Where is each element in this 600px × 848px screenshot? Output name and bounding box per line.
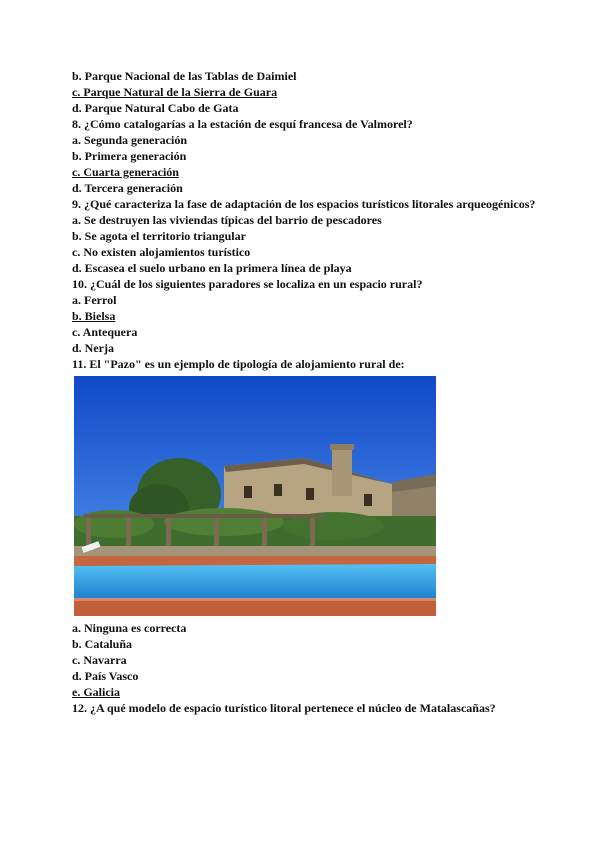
text-line: a. Ninguna es correcta: [72, 621, 187, 635]
text-line: 8. ¿Cómo catalogarías a la estación de esquí francesa de Valmorel?: [72, 117, 413, 131]
text-line: c. Navarra: [72, 653, 127, 667]
pool: [74, 564, 436, 600]
text-line: 11. El "Pazo" es un ejemplo de tipología de alojamiento rural de:: [72, 357, 405, 371]
document-page: [72, 68, 542, 716]
text-line: c. No existen alojamientos turístico: [72, 245, 251, 259]
correct-answer-line: c. Parque Natural de la Sierra de Guara: [72, 85, 278, 99]
tower: [332, 448, 352, 496]
pazo-photo-illustration: [74, 376, 436, 616]
text-line: 9. ¿Qué caracteriza la fase de adaptación de los espacios turísticos litorales arqueogénicos?: [72, 197, 536, 211]
text-line: b. Cataluña: [72, 637, 133, 651]
question-block-top: [72, 68, 542, 372]
text-line: a. Segunda generación: [72, 133, 188, 147]
text-line: a. Se destruyen las viviendas típicas del barrio de pescadores: [72, 213, 382, 227]
text-line: 10. ¿Cuál de los siguientes paradores se localiza en un espacio rural?: [72, 277, 423, 291]
text-line: d. Parque Natural Cabo de Gata: [72, 101, 239, 115]
correct-answer-line: e. Galicia: [72, 685, 120, 699]
correct-answer-line: c. Cuarta generación: [72, 165, 179, 179]
text-line: b. Parque Nacional de las Tablas de Daimiel: [72, 69, 297, 83]
text-line: d. Nerja: [72, 341, 114, 355]
text-line: c. Antequera: [72, 325, 138, 339]
text-line: d. Tercera generación: [72, 181, 183, 195]
text-line: a. Ferrol: [72, 293, 117, 307]
text-line: 12. ¿A qué modelo de espacio turístico litoral pertenece el núcleo de Matalascañas?: [72, 701, 496, 715]
question-block-bottom: [72, 620, 542, 716]
text-line: d. País Vasco: [72, 669, 139, 683]
text-line: b. Primera generación: [72, 149, 187, 163]
pazo-photo: [74, 376, 436, 616]
text-line: d. Escasea el suelo urbano en la primera línea de playa: [72, 261, 352, 275]
text-line: b. Se agota el territorio triangular: [72, 229, 246, 243]
correct-answer-line: b. Bielsa: [72, 309, 116, 323]
